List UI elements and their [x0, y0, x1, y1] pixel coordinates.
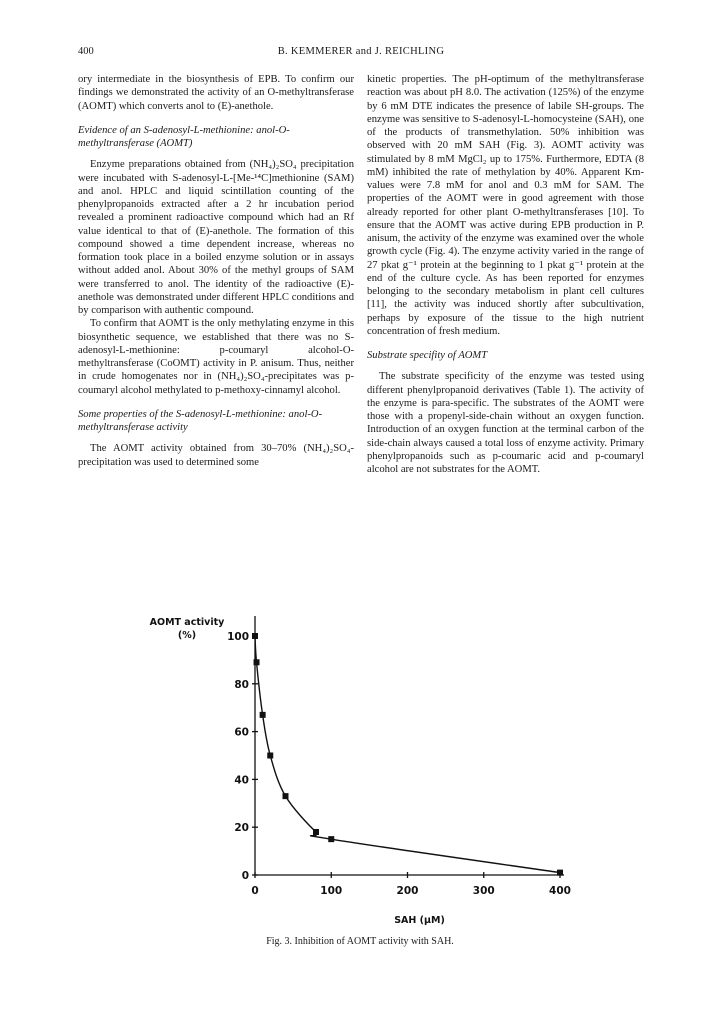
page-number: 400 [78, 46, 94, 57]
y-tick-label: 0 [241, 870, 249, 882]
y-axis-title-line2: (%) [177, 630, 197, 641]
left-paragraph-2: Enzyme preparations obtained from (NH₄)₂SO₄ precipitation were incubated with S-adenosyl-L-[Me-¹⁴C]methionine (SAM) and anol. HPLC and liquid scintillation counting of the phenylpropanoids extracted after a 2 hr incubation period revealed a prominent radioactive compound which had an Rf value identical to that of (E)-anethole. The formation of this compound showed a time dependent increase, whereas no formation took place in a boiled enzyme solution or in assays without added anol. About 30% of the methyl groups of SAM were transferred to anol. The identity of the radioactive (E)-anethole was demonstrated under different HPLC conditions and by comparison with authentic compound. [78, 159, 354, 316]
y-tick-label: 80 [234, 678, 249, 691]
y-axis-title-line1: AOMT activity [149, 617, 225, 628]
y-tick-label: 20 [234, 822, 249, 835]
right-paragraph-2: The substrate specificity of the enzyme was tested using different phenylpropanoid derivatives (Table 1). The activity of the enzyme is para-specific. The substrates of the AOMT were those with a propenyl-side-chain without an oxygen function. Introduction of an oxygen function at the terminal carbon of the side-chain always caused a total loss of enzyme activity. Primary phenylpropanoids such as p-coumaric acid and p-coumaryl alcohol are not substrates for the AOMT. [367, 371, 644, 475]
section-heading-substrate-specificity: Substrate specifity of AOMT [367, 350, 488, 361]
section-heading-aomt-properties: Some properties of the S-adenosyl-L-methionine: anol-O-methyltransferase activity [78, 408, 323, 433]
left-column [78, 73, 354, 469]
data-point [254, 659, 260, 665]
data-point [260, 712, 266, 718]
data-point [557, 870, 563, 876]
data-point [328, 836, 334, 842]
left-paragraph-1: ory intermediate in the biosynthesis of EPB. To confirm our findings we demonstrated the activity of an O-methyltransferase (AOMT) which converts anol to (E)-anethole. [78, 74, 354, 112]
right-paragraph-1: kinetic properties. The pH-optimum of the methyltransferase reaction was about pH 8.0. The activation (125%) of the enzyme by 6 mM DTE indicates the presence of labile SH-groups. The enzyme was sensitive to S-adenosyl-L-homocysteine (SAH), one of the products of transmethylation. 50% inhibition was observed with 20 mM SAH (Fig. 3). AOMT activity was stimulated by 8 mM MgCl₂ up to 175%. Furthermore, EDTA (8 mM) inhibited the rate of methylation by 40%. Apparent Km-values were 7.8 mM for anol and 0.3 mM for SAM. The properties of the AOMT were in good agreement with those already reported for other plant O-methyltransferases [10]. To ensure that the AOMT was active during EPB production in P. anisum, the activity of the enzyme was examined over the whole growth cycle (Fig. 4). The enzyme activity varied in the range of 27 pkat g⁻¹ protein at the beginning to 1 pkat g⁻¹ protein at the end of the culture cycle. As has been reported for enzymes belonging to the secondary metabolism in plant cell cultures [11], the activity was induced shortly after subcultivation, perhaps by exposure of the tissue to the high nutrient concentration of fresh medium. [367, 74, 644, 337]
x-tick-label: 100 [320, 885, 343, 897]
series-line [255, 636, 560, 873]
x-tick-label: 400 [549, 885, 571, 897]
y-tick-label: 100 [227, 631, 249, 643]
x-tick-label: 200 [396, 885, 419, 897]
right-column [367, 73, 644, 476]
data-point [283, 793, 289, 799]
section-heading-aomt-evidence: Evidence of an S-adenosyl-L-methionine: anol-O-methyltransferase (AOMT) [78, 124, 290, 149]
data-point [252, 633, 258, 639]
left-paragraph-4: The AOMT activity obtained from 30–70% (NH₄)₂SO₄-precipitation was used to determined some [78, 443, 354, 468]
data-point [313, 829, 319, 835]
figure-caption: Fig. 3. Inhibition of AOMT activity with SAH. [266, 936, 454, 947]
running-head: B. KEMMERER and J. REICHLING [277, 46, 445, 57]
x-axis-title: SAH (µM) [394, 915, 445, 926]
x-tick-label: 300 [472, 885, 495, 897]
left-paragraph-3: To confirm that AOMT is the only methylating enzyme in this biosynthetic sequence, we established that there was no S-adenosyl-L-methionine: p-coumaryl alcohol-O-methyltransferase (CoOMT) activity in P. anisum. Thus, neither in crude homogenates nor in (NH₄)₂SO₄-precipitates was p-coumaryl alcohol methylated to p-methoxy-cinnamyl alcohol. [78, 318, 354, 396]
data-point [267, 753, 273, 759]
y-tick-label: 60 [234, 726, 249, 739]
x-tick-label: 0 [251, 885, 259, 897]
y-tick-label: 40 [234, 774, 249, 787]
figure-3-chart [120, 605, 590, 930]
page-header [78, 46, 644, 60]
